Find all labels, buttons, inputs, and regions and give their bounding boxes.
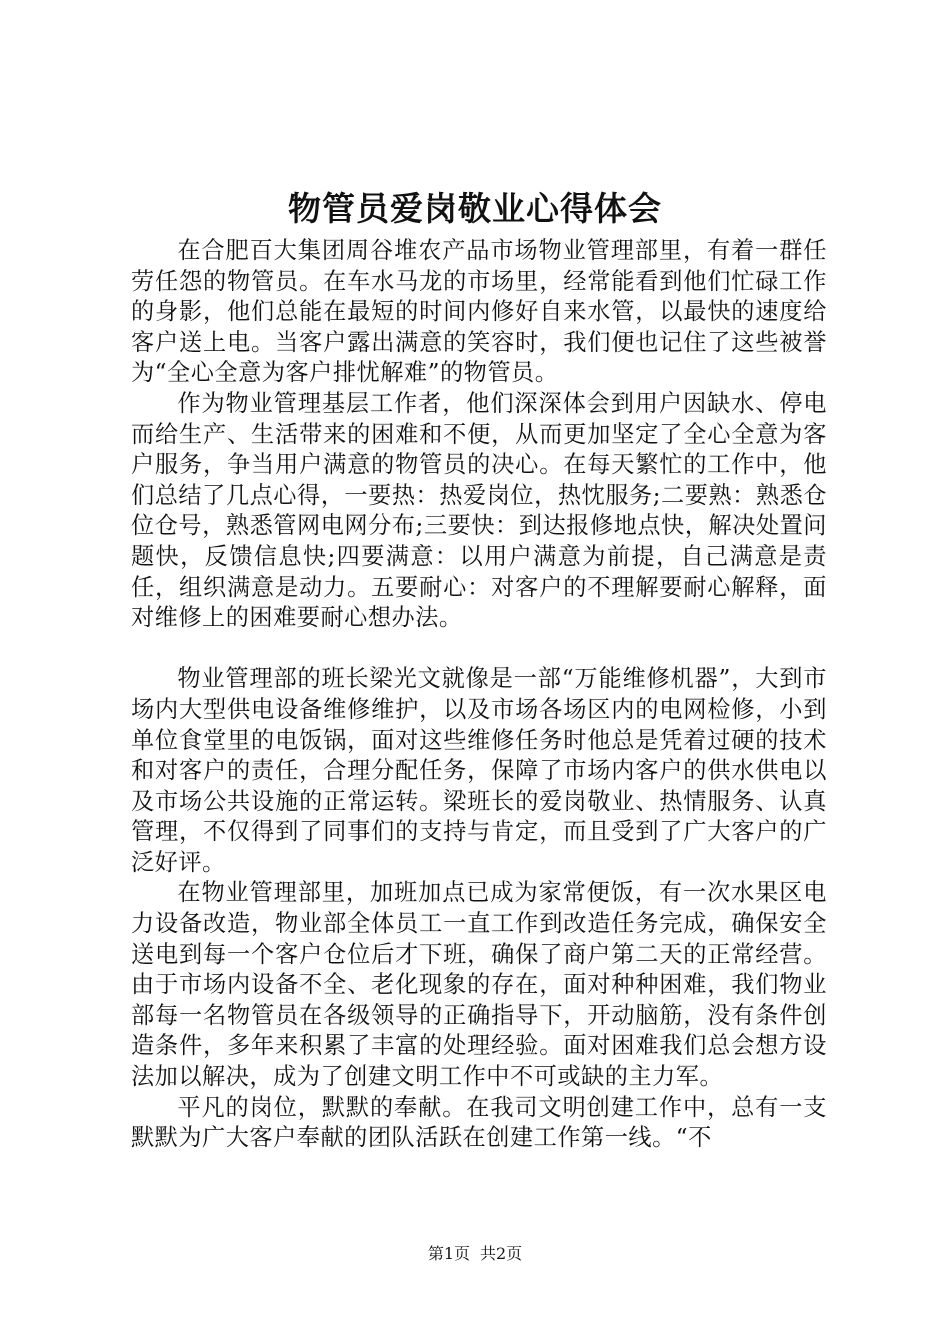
paragraph: 物业管理部的班长梁光文就像是一部“万能维修机器”，大到市场内大型供电设备维修维护，以及市场各场区内的电网检修，小到单位食堂里的电饭锅，面对这些维修任务时他总是凭着过硬的技术和对客户的责任，合理分配任务，保障了市场内客户的供水供电以及市场公共设施的正常运转。梁班长的爱岗敬业、热情服务、认真管理，不仅得到了同事们的支持与肯定，而且受到了广大客户的广泛好评。 [131, 665, 827, 876]
document-title: 物管员爱岗敬业心得体会 [288, 189, 662, 228]
paragraph: 在合肥百大集团周谷堆农产品市场物业管理部里，有着一群任劳任怨的物管员。在车水马龙的市场里，经常能看到他们忙碌工作的身影，他们总能在最短的时间内修好自来水管，以最快的速度给客户送上电。当客户露出满意的笑容时，我们便也记住了这些被誉为“全心全意为客户排忧解难”的物管员。 [131, 237, 827, 387]
page-number: 第1页 [427, 1244, 470, 1263]
paragraph: 作为物业管理基层工作者，他们深深体会到用户因缺水、停电而给生产、生活带来的困难和不便，从而更加坚定了全心全意为客户服务，争当用户满意的物管员的决心。在每天繁忙的工作中，他们总结了几点心得，一要热：热爱岗位，热忱服务;二要熟：熟悉仓位仓号，熟悉管网电网分布;三要快：到达报修地点快，解决处置问题快，反馈信息快;四要满意：以用户满意为前提，自己满意是责任，组织满意是动力。五要耐心：对客户的不理解要耐心解释，面对维修上的困难要耐心想办法。 [131, 389, 827, 632]
page-total: 共2页 [480, 1244, 523, 1263]
document-body [131, 236, 827, 1154]
paragraph: 在物业管理部里，加班加点已成为家常便饭，有一次水果区电力设备改造，物业部全体员工一直工作到改造任务完成，确保安全送电到每一个客户仓位后才下班，确保了商户第二天的正常经营。由于市场内设备不全、老化现象的存在，面对种种困难，我们物业部每一名物管员在各级领导的正确指导下，开动脑筋，没有条件创造条件，多年来积累了丰富的处理经验。面对困难我们总会想方设法加以解决，成为了创建文明工作中不可或缺的主力军。 [131, 879, 827, 1091]
page-footer [0, 1243, 950, 1265]
paragraph: 平凡的岗位，默默的奉献。在我司文明创建工作中，总有一支默默为广大客户奉献的团队活跃在创建工作第一线。“不 [131, 1093, 827, 1152]
